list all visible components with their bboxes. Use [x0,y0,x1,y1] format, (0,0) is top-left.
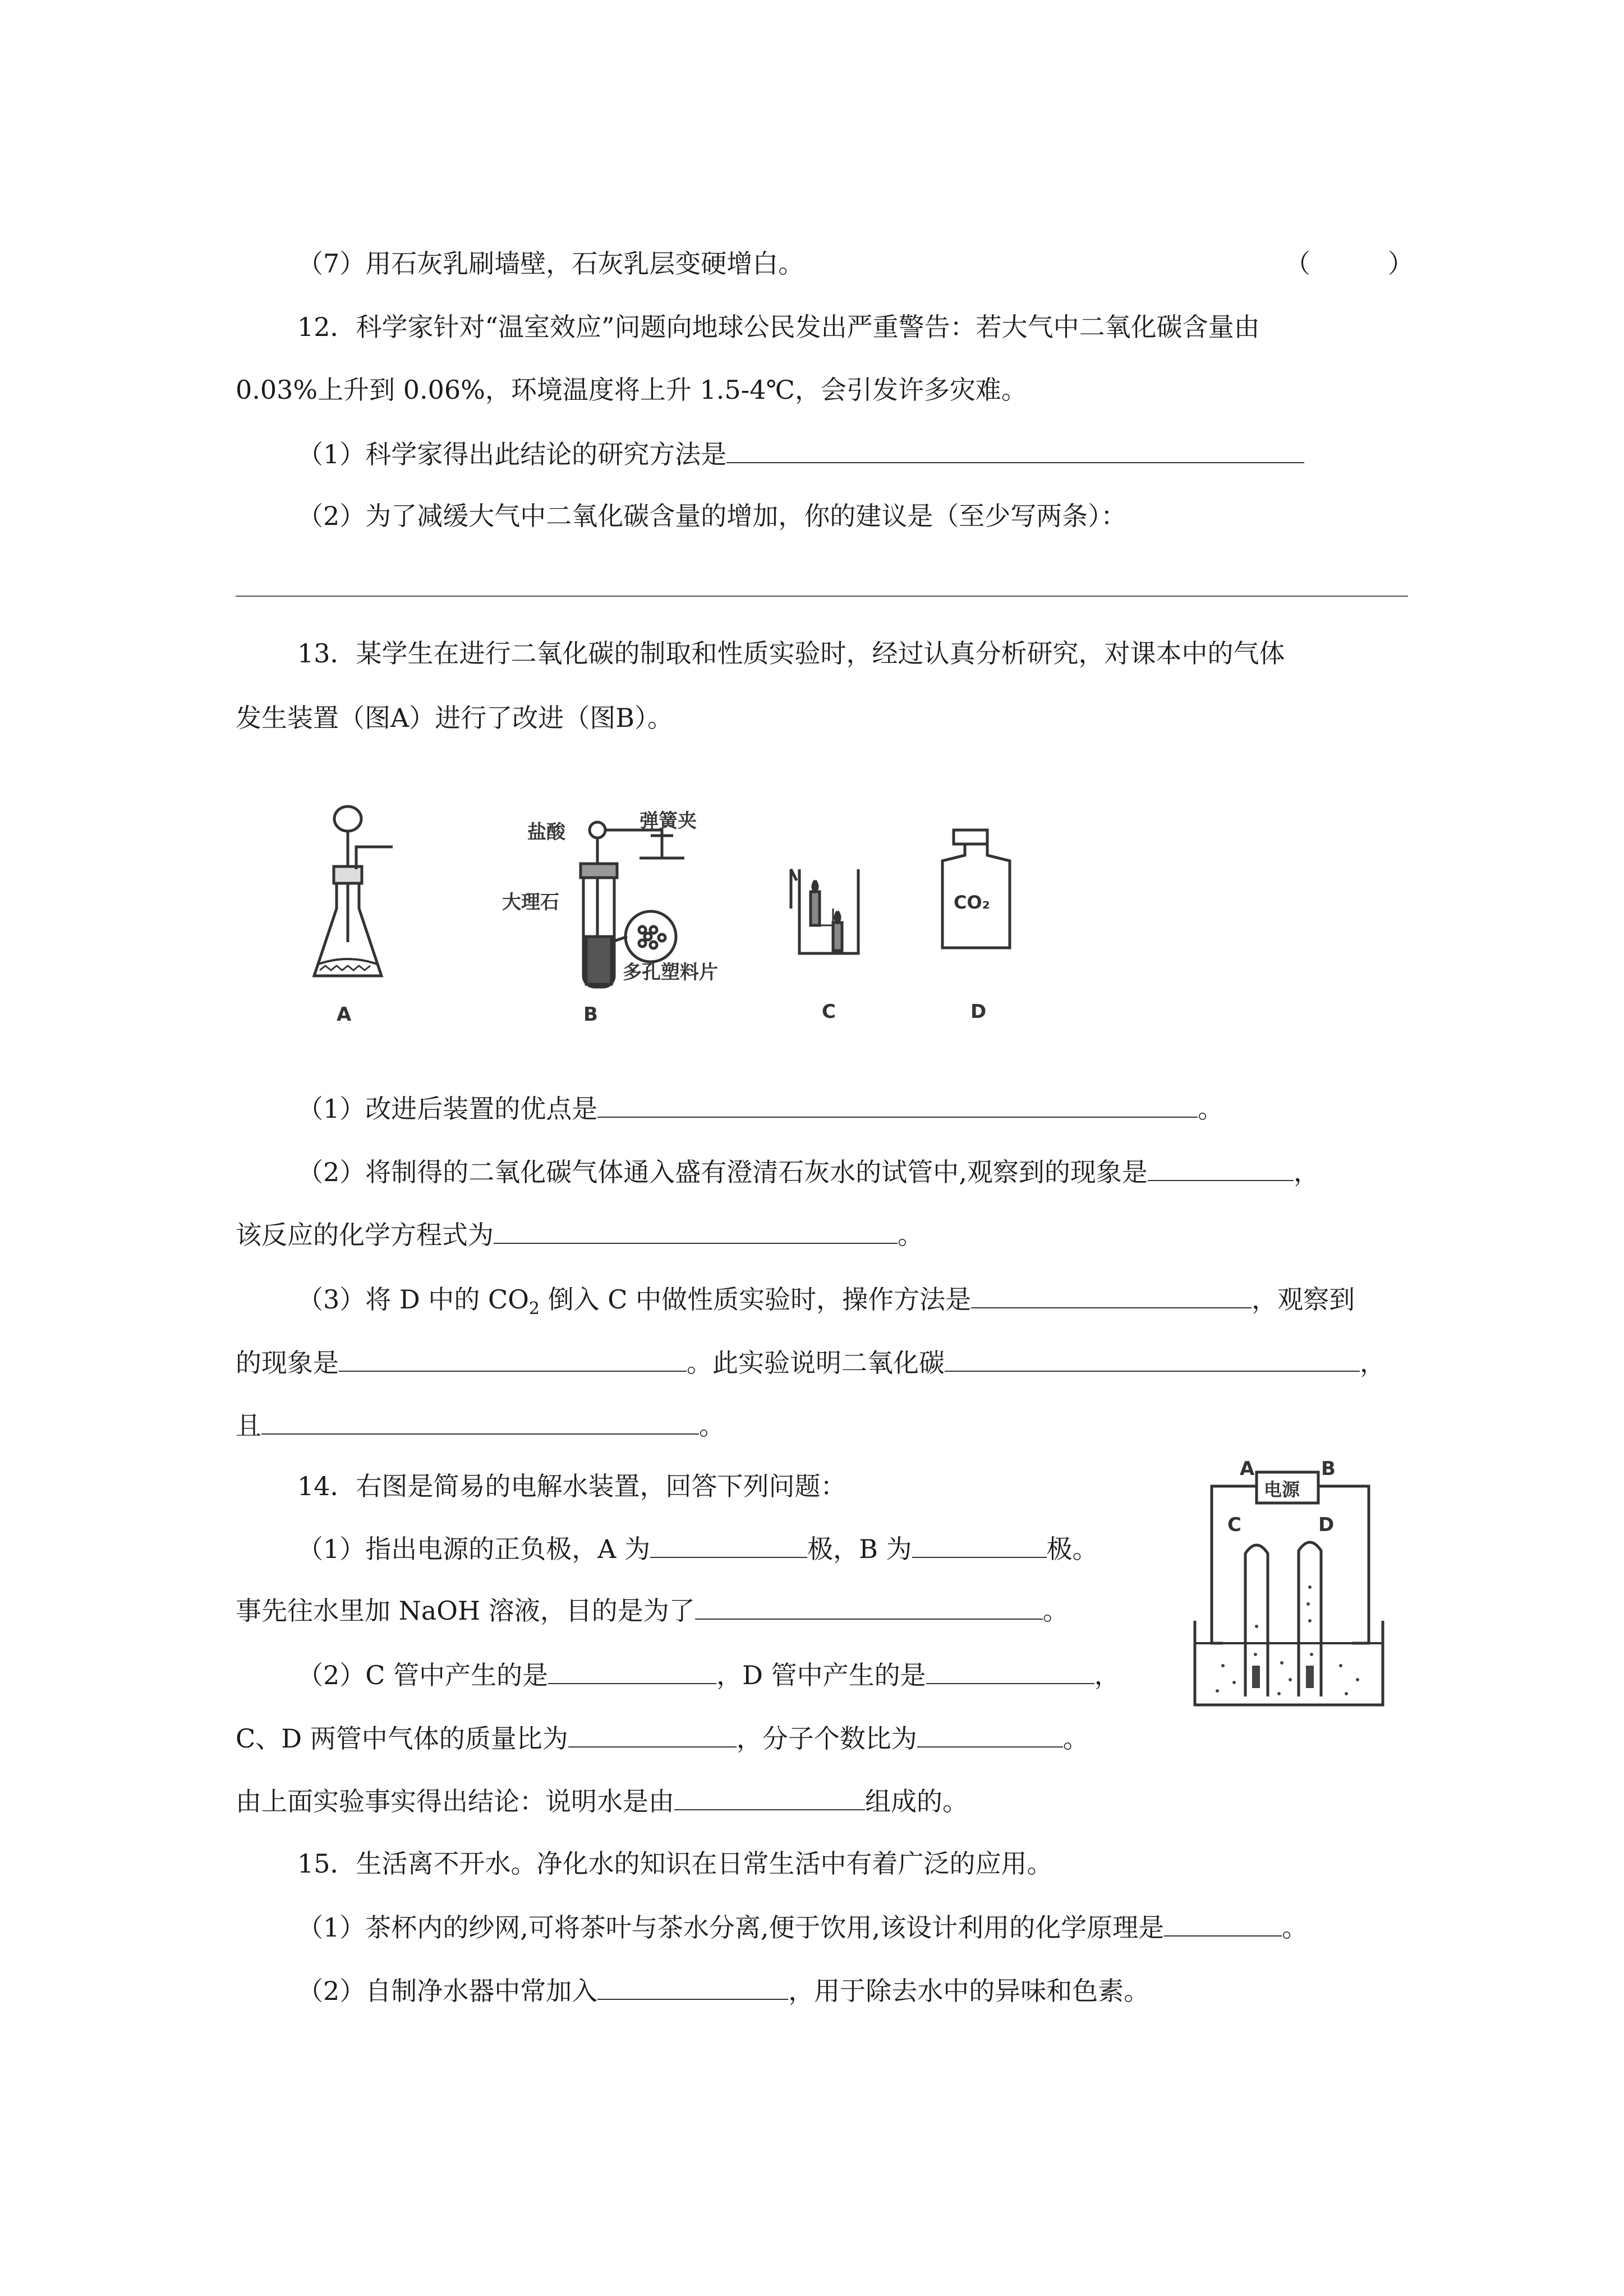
q14-part2-line2-end: 。 [1062,1723,1089,1754]
q15-part2-text: （2）自制净水器中常加入 [297,1976,598,2006]
q14-conclusion-blank[interactable] [674,1783,865,1810]
q15-stem: 15．生活离不开水。净化水的知识在日常生活中有着广泛的应用。 [297,1848,1053,1879]
q14-part1-mid: 极，B 为 [807,1534,912,1564]
label-co2: CO₂ [954,892,990,913]
label-c: C [1227,1514,1241,1536]
q13-part3-end: ，观察到 [1252,1284,1355,1315]
q14-part2 [297,1657,1120,1692]
q14-part1-line2 [236,1593,1069,1628]
q14-naoh-text: 事先往水里加 NaOH 溶液，目的是为了 [236,1596,695,1626]
q13-conclusion-text: 。此实验说明二氧化碳 [687,1348,945,1378]
q15-part1 [297,1910,1308,1944]
label-a: A [1240,1458,1255,1480]
q15-part2-blank[interactable] [597,1973,788,2000]
apparatus-a-flask-icon [314,806,393,976]
label-power-source: 电源 [1264,1479,1300,1500]
figure-label-a: A [337,1003,352,1026]
q13-part3-line2-end: ， [1360,1348,1386,1378]
label-b: B [1321,1458,1336,1480]
q13-part2-equation [236,1217,923,1252]
q15-part1-text: （1）茶杯内的纱网,可将茶叶与茶水分离,便于饮用,该设计利用的化学原理是 [297,1912,1165,1943]
q14-part2-text: （2）C 管中产生的是 [297,1660,549,1690]
q13-conclusion-blank[interactable] [945,1345,1360,1372]
q13-part1 [297,1091,1223,1126]
q13-and-text: 且 [236,1410,261,1441]
q12-part2: （2）为了减缓大气中二氧化碳含量的增加，你的建议是（至少写两条）： [297,501,1127,531]
water-trough-icon [1195,1621,1383,1705]
q12-part1-text: （1）科学家得出此结论的研究方法是 [297,439,727,469]
q14-conclusion-text: 由上面实验事实得出结论：说明水是由 [236,1786,674,1816]
q11-item7: （7）用石灰乳刷墙壁，石灰乳层变硬增白。 [297,248,804,279]
q14-part1-end: 极。 [1046,1534,1098,1564]
q13-figure [303,796,1172,1032]
q13-part2-end: ， [1293,1157,1319,1187]
q13-part3-line3 [236,1408,725,1442]
q13-part3-operation-blank[interactable] [971,1281,1252,1308]
apparatus-d-gasjar-icon [942,830,1010,948]
q14-b-blank[interactable] [912,1531,1047,1558]
q15-part2-end: ，用于除去水中的异味和色素。 [788,1976,1150,2006]
q13-part3-subscript: 2 [528,1299,540,1319]
q13-part1-end: 。 [1198,1094,1224,1124]
q13-and-blank[interactable] [261,1408,699,1435]
label-porous-plate: 多孔塑料片 [623,961,718,984]
q12-answer-rule[interactable] [236,596,1408,597]
q13-part3-text: （3）将 D 中的 CO [297,1284,529,1315]
q14-mass-ratio-blank[interactable] [568,1721,737,1748]
q13-equation-blank[interactable] [494,1217,898,1244]
q13-part2 [297,1154,1319,1189]
figure-label-c: C [822,1001,836,1023]
apparatus-c-beaker-icon [791,869,858,953]
q14-part2-line2 [236,1721,1089,1755]
q13-phenomenon-text: 的现象是 [236,1348,339,1378]
q14-d-gas-blank[interactable] [926,1657,1094,1684]
label-marble: 大理石 [502,891,559,914]
q14-a-blank[interactable] [650,1531,807,1558]
q15-part2 [297,1973,1149,2008]
q14-c-gas-blank[interactable] [548,1657,716,1684]
q13-equation-end: 。 [898,1220,923,1250]
figure-label-b: B [583,1003,598,1026]
q14-count-ratio-blank[interactable] [917,1721,1063,1748]
q14-conclusion [236,1783,968,1818]
q13-part2-text: （2）将制得的二氧化碳气体通入盛有澄清石灰水的试管中,观察到的现象是 [297,1157,1148,1187]
q13-part1-text: （1）改进后装置的优点是 [297,1094,598,1124]
q14-part1 [297,1531,1098,1566]
label-hydrochloric-acid: 盐酸 [527,821,565,843]
q13-part3-line2 [236,1345,1386,1380]
q15-part1-blank[interactable] [1164,1910,1282,1937]
q13-phenomenon-blank[interactable] [339,1345,687,1372]
q13-part2-blank[interactable] [1148,1154,1294,1181]
label-spring-clamp: 弹簧夹 [640,810,697,832]
q14-part2-mid: ，D 管中产生的是 [716,1660,926,1690]
q14-stem: 14．右图是简易的电解水装置，回答下列问题： [297,1471,846,1501]
q13-stem-line2: 发生装置（图A）进行了改进（图B）。 [236,703,674,733]
q14-conclusion-end: 组成的。 [865,1786,968,1816]
q14-naoh-blank[interactable] [695,1593,1043,1620]
q12-part1-blank[interactable] [726,436,1304,463]
q13-part3-line3-end: 。 [699,1410,725,1441]
q13-stem-line1: 13．某学生在进行二氧化碳的制取和性质实验时，经过认真分析研究，对课本中的气体 [297,638,1285,668]
q14-count-ratio-text: ，分子个数比为 [736,1723,917,1754]
q14-part1-text: （1）指出电源的正负极，A 为 [297,1534,651,1564]
q14-mass-ratio-text: C、D 两管中气体的质量比为 [236,1723,568,1754]
electrolysis-figure [1184,1458,1397,1722]
q11-answer-paren: （ ） [1285,248,1414,279]
q13-part3-mid: 倒入 C 中做性质实验时，操作方法是 [540,1284,972,1315]
q12-part1 [297,436,1304,471]
q12-stem-line2: 0.03%上升到 0.06%，环境温度将上升 1.5-4℃，会引发许多灾难。 [236,375,1027,405]
q12-stem-line1: 12．科学家针对“温室效应”问题向地球公民发出严重警告：若大气中二氧化碳含量由 [297,312,1260,342]
q14-naoh-end: 。 [1042,1596,1069,1626]
q14-part2-end: ， [1094,1660,1120,1690]
q13-part3 [297,1281,1355,1326]
figure-label-d: D [970,1001,987,1023]
q13-equation-text: 该反应的化学方程式为 [236,1220,494,1250]
q13-part1-blank[interactable] [597,1091,1198,1118]
q15-part1-end: 。 [1282,1912,1308,1943]
label-d: D [1318,1514,1335,1536]
